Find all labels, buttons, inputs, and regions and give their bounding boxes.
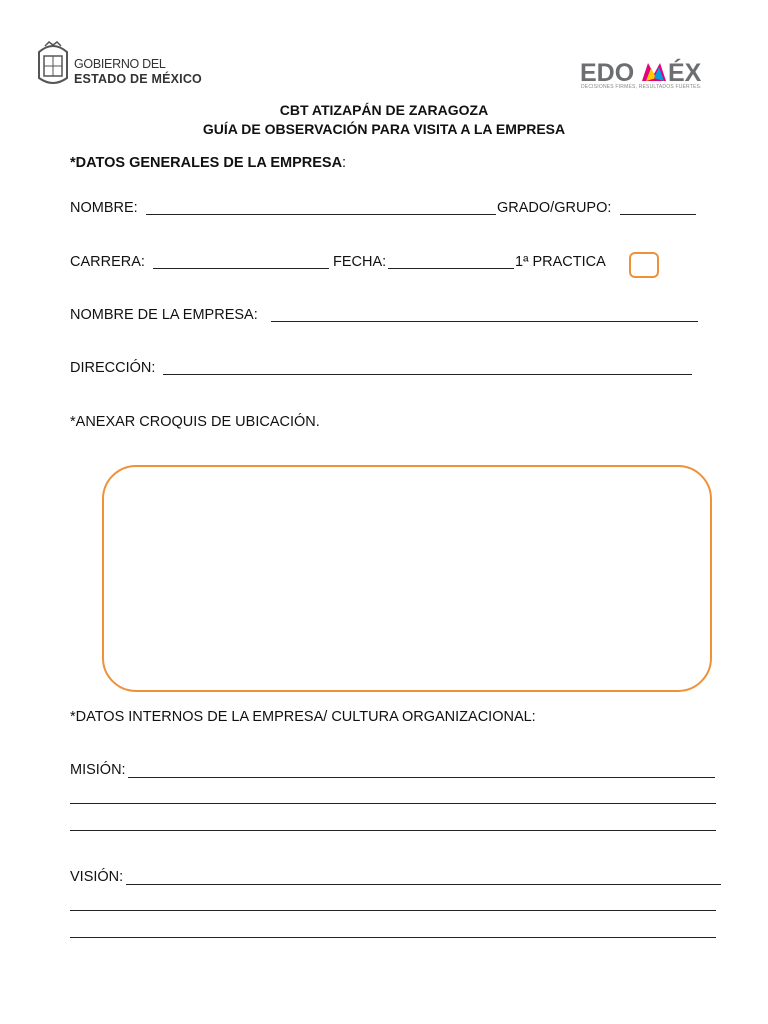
grado-grupo-field[interactable] <box>620 214 696 215</box>
internal-data-heading: *DATOS INTERNOS DE LA EMPRESA/ CULTURA ORGANIZACIONAL: <box>70 709 536 725</box>
vision-label: VISIÓN: <box>70 869 124 885</box>
school-title: CBT ATIZAPÁN DE ZARAGOZA <box>279 102 489 118</box>
mision-field-line-1[interactable] <box>128 777 715 778</box>
croquis-box[interactable] <box>102 465 712 692</box>
nombre-empresa-label: NOMBRE DE LA EMPRESA: <box>70 307 258 323</box>
direccion-field[interactable] <box>163 374 692 375</box>
svg-text:ÉX: ÉX <box>668 59 702 87</box>
vision-field-line-1[interactable] <box>126 884 721 885</box>
mision-label: MISIÓN: <box>70 762 126 778</box>
fecha-label: FECHA: <box>333 254 387 270</box>
general-data-heading-text: *DATOS GENERALES DE LA EMPRESA <box>70 155 343 171</box>
direccion-label: DIRECCIÓN: <box>70 360 156 376</box>
practica-label: 1ª PRACTICA <box>515 254 606 270</box>
document-subtitle: GUÍA DE OBSERVACIÓN PARA VISITA A LA EMPRESA <box>202 121 566 137</box>
practica-checkbox[interactable] <box>629 252 659 278</box>
vision-field-line-3[interactable] <box>70 937 716 938</box>
croquis-note: *ANEXAR CROQUIS DE UBICACIÓN. <box>70 414 320 430</box>
general-data-heading-colon: : <box>342 155 347 171</box>
general-data-heading <box>70 155 346 171</box>
nombre-label: NOMBRE: <box>70 200 138 216</box>
carrera-label: CARRERA: <box>70 254 145 270</box>
svg-text:EDO: EDO <box>580 59 635 87</box>
vision-field-line-2[interactable] <box>70 910 716 911</box>
edomex-tagline: DECISIONES FIRMES, RESULTADOS FUERTES. <box>581 84 702 90</box>
mision-field-line-3[interactable] <box>70 830 716 831</box>
grado-grupo-label: GRADO/GRUPO: <box>497 200 612 216</box>
mision-field-line-2[interactable] <box>70 803 716 804</box>
nombre-empresa-field[interactable] <box>271 321 698 322</box>
state-shield-icon <box>33 38 73 90</box>
carrera-field[interactable] <box>153 268 329 269</box>
gobierno-logo-line1: GOBIERNO DEL <box>74 57 166 71</box>
fecha-field[interactable] <box>388 268 514 269</box>
gobierno-logo-line2: ESTADO DE MÉXICO <box>74 72 202 86</box>
nombre-field[interactable] <box>146 214 496 215</box>
